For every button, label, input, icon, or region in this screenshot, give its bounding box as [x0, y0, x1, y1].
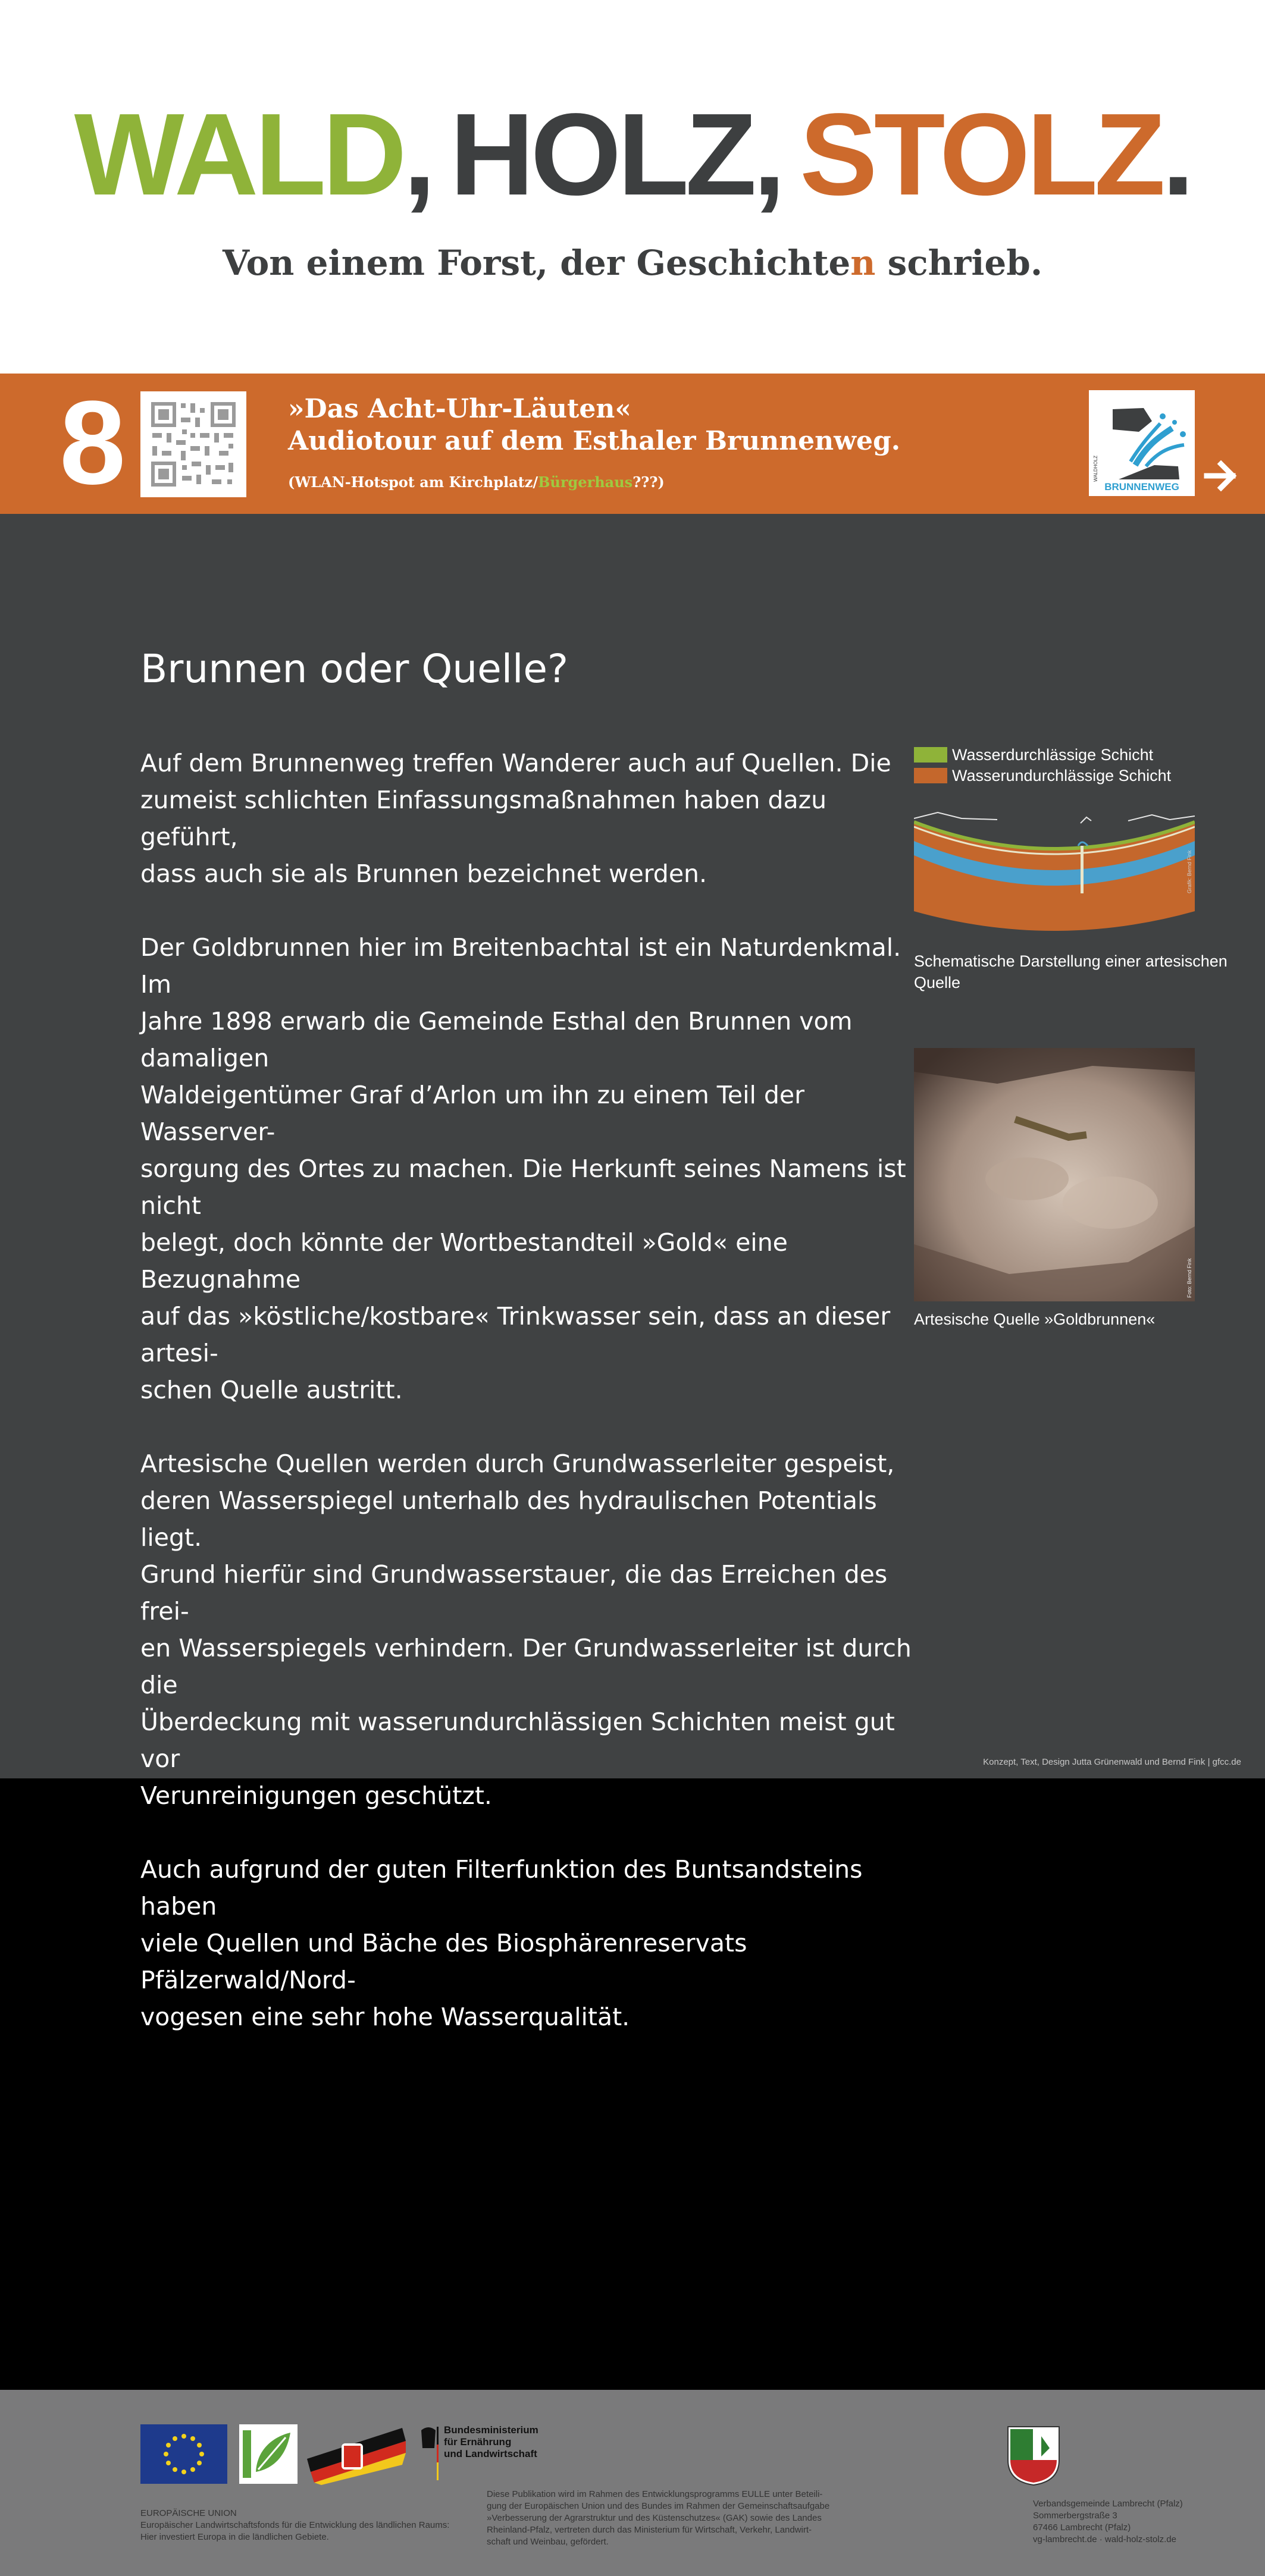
- subtitle-text: Von einem Forst, der Geschichte: [222, 243, 851, 283]
- brunnenweg-logo: [1089, 390, 1195, 496]
- ministry-line: Bundesministerium: [444, 2424, 538, 2436]
- diagram-caption: Schematische Darstellung einer artesischen Quelle: [914, 952, 1228, 992]
- subtitle-highlight: n: [850, 243, 876, 283]
- title-period: .: [1161, 89, 1191, 219]
- diagram-credit: Grafik: Bernd Fink: [1186, 850, 1192, 893]
- photo-caption: Artesische Quelle »Goldbrunnen«: [914, 1310, 1156, 1328]
- legend-swatch: [914, 768, 947, 783]
- logo-label: BRUNNENWEG: [1104, 481, 1179, 492]
- legend-item: [914, 765, 1171, 786]
- ministry-name: [444, 2424, 538, 2460]
- photo-credit: Foto: Bernd Fink: [1186, 1258, 1192, 1298]
- leader-logo: [239, 2424, 298, 2484]
- ministry-line: für Ernährung: [444, 2436, 512, 2448]
- title-stolz: STOLZ: [800, 89, 1162, 219]
- subtitle: [0, 243, 1265, 283]
- hint-text: (WLAN-Hotspot am Kirchplatz/: [288, 473, 538, 491]
- hint-text-end: ???): [632, 473, 665, 491]
- station-number: 8: [60, 376, 126, 509]
- station-title: »Das Acht-Uhr-Läuten«: [288, 394, 631, 424]
- subtitle-text-end: schrieb.: [875, 243, 1043, 283]
- eu-flag-icon: [140, 2424, 227, 2484]
- paragraph: Auch aufgrund der guten Filterfunktion des Buntsandsteins haben viele Quellen und Bäche des Biosphärenreservats Pfälzerwald/Nord- vogesen eine sehr hohe Wasserqualität.: [140, 1855, 863, 2031]
- paragraph: Artesische Quellen werden durch Grundwasserleiter gespeist, deren Wasserspiegel unterhalb des hydraulischen Potentials liegt. Grund hierfür sind Grundwasserstauer, die das Erreichen des frei- en Wasserspiegels verhindern. Der Grundwasserleiter ist durch die Überdeckung mit wasserundurchlässigen Schichten meist gut vor Verunreinigungen geschützt.: [140, 1449, 912, 1810]
- credits: Konzept, Text, Design Jutta Grünenwald und Bernd Fink | gfcc.de: [983, 1757, 1241, 1767]
- hint-highlight: Bürgerhaus: [538, 473, 633, 491]
- title-wald: WALD: [74, 89, 403, 219]
- title-comma: ,: [753, 89, 782, 219]
- title-holz: HOLZ: [450, 89, 753, 219]
- municipality-address: Verbandsgemeinde Lambrecht (Pfalz) Sommerbergstraße 3 67466 Lambrecht (Pfalz) vg-lambrecht.de · wald-holz-stolz.de: [1033, 2499, 1183, 2544]
- legend-label: Wasserdurchlässige Schicht: [952, 745, 1154, 764]
- station-hint: [288, 473, 665, 491]
- title-comma: ,: [403, 89, 433, 219]
- paragraph: Auf dem Brunnenweg treffen Wanderer auch auf Quellen. Die zumeist schlichten Einfassungsmaßnahmen haben dazu geführt, dass auch sie als Brunnen bezeichnet werden.: [140, 749, 891, 888]
- logo-small-text: WALDHOLZ: [1093, 455, 1098, 482]
- artesian-spring-diagram: [914, 810, 1195, 935]
- publication-text: Diese Publikation wird im Rahmen des Entwicklungsprogramms EULLE unter Beteili- gung der Europäischen Union und des Bundes im Rahmen der Gemeinschaftsaufgabe »Verbesserung der Agrarstruktur und des Küstenschutzes« (GAK) sowie des Landes Rheinland-Pfalz, vertreten durch das Ministerium für Wirtschaft, Verkehr, Landwirt- schaft und Weinbau, gefördert.: [487, 2489, 830, 2547]
- main-title: [0, 89, 1265, 220]
- article-body: [140, 745, 914, 2072]
- ministry-line: und Landwirtschaft: [444, 2448, 537, 2459]
- rlp-flag-logo: [307, 2423, 406, 2485]
- paragraph: Der Goldbrunnen hier im Breitenbachtal ist ein Naturdenkmal. Im Jahre 1898 erwarb die Gemeinde Esthal den Brunnen vom damaligen Waldeigentümer Graf d’Arlon um ihn zu einem Teil der Wasserver- sorgung des Ortes zu machen. Die Herkunft seines Namens ist nicht belegt, doch könnte der Wortbestandteil »Gold« eine Bezugnahme auf das »köstliche/kostbare« Trinkwasser sein, dass an dieser artesi- schen Quelle austritt.: [140, 933, 906, 1404]
- goldbrunnen-photo: [914, 1048, 1195, 1301]
- qr-code-icon[interactable]: [140, 391, 246, 497]
- municipality-crest-icon: [1006, 2424, 1062, 2486]
- legend-item: [914, 745, 1153, 765]
- eu-funding-text: EUROPÄISCHE UNION Europäischer Landwirtschaftsfonds für die Entwicklung des ländlichen Raums: Hier investiert Europa in die ländlichen Gebiete.: [140, 2508, 450, 2542]
- station-subtitle: Audiotour auf dem Esthaler Brunnenweg.: [288, 426, 901, 456]
- federal-eagle-icon: [417, 2424, 440, 2484]
- arrow-right-icon: [1203, 458, 1239, 494]
- legend-swatch: [914, 747, 947, 763]
- section-heading: Brunnen oder Quelle?: [140, 646, 569, 692]
- legend-label: Wasserundurchlässige Schicht: [952, 766, 1172, 785]
